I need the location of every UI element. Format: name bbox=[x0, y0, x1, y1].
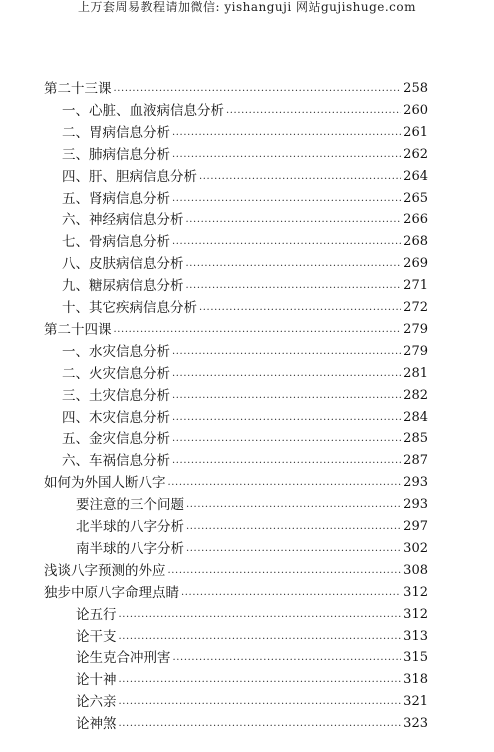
toc-entry-title: 二、胃病信息分析 bbox=[62, 124, 170, 141]
toc-entry-page: 282 bbox=[403, 387, 428, 403]
toc-entry bbox=[76, 624, 428, 646]
toc-dot-leader bbox=[119, 693, 402, 711]
toc-entry-title: 第二十四课 bbox=[44, 321, 112, 338]
toc-dot-leader bbox=[186, 211, 402, 229]
toc-entry-title: 如何为外国人断八字 bbox=[44, 475, 166, 492]
toc-entry bbox=[76, 689, 428, 711]
toc-entry-page: 302 bbox=[403, 540, 428, 556]
toc-entry bbox=[44, 558, 428, 580]
toc-entry-page: 265 bbox=[403, 190, 428, 206]
toc-entry bbox=[62, 251, 428, 273]
toc-entry-title: 六、神经病信息分析 bbox=[62, 212, 184, 229]
toc-entry-page: 308 bbox=[403, 562, 428, 578]
toc-entry bbox=[62, 207, 428, 229]
toc-entry-page: 281 bbox=[403, 365, 428, 381]
toc-dot-leader bbox=[186, 496, 401, 514]
toc-dot-leader bbox=[172, 387, 401, 405]
toc-entry-title: 南半球的八字分析 bbox=[76, 540, 184, 557]
watermark-header: 上万套周易教程请加微信: yishanguji 网站gujishuge.com bbox=[77, 0, 417, 14]
toc-entry bbox=[62, 273, 428, 295]
toc-entry-title: 三、土灾信息分析 bbox=[62, 387, 170, 404]
toc-entry-page: 315 bbox=[403, 650, 428, 666]
toc-entry bbox=[62, 361, 428, 383]
toc-dot-leader bbox=[172, 146, 401, 164]
toc-dot-leader bbox=[199, 168, 401, 186]
toc-entry-title: 八、皮肤病信息分析 bbox=[62, 256, 184, 273]
toc-dot-leader bbox=[199, 299, 401, 317]
toc-entry bbox=[62, 383, 428, 405]
toc-entry-title: 北半球的八字分析 bbox=[76, 519, 184, 535]
toc-entry bbox=[62, 405, 428, 427]
toc-entry bbox=[76, 711, 428, 733]
toc-entry-page: 285 bbox=[403, 431, 428, 447]
toc-entry-page: 293 bbox=[403, 475, 428, 491]
toc-entry bbox=[62, 98, 428, 120]
toc-entry-page: 266 bbox=[403, 212, 428, 228]
toc-entry bbox=[76, 492, 428, 514]
toc-entry-page: 313 bbox=[403, 628, 428, 644]
toc-entry-title: 要注意的三个问题 bbox=[76, 497, 184, 514]
toc-entry-page: 262 bbox=[403, 146, 428, 162]
toc-dot-leader bbox=[186, 277, 402, 295]
toc-entry-title: 论十神 bbox=[76, 672, 117, 689]
toc-entry bbox=[62, 142, 428, 164]
toc-entry-title: 论生克合冲刑害 bbox=[76, 650, 171, 667]
toc-entry-page: 269 bbox=[403, 256, 428, 272]
toc-entry-page: 318 bbox=[403, 672, 428, 688]
toc-dot-leader bbox=[172, 430, 401, 448]
toc-entry-page: 279 bbox=[403, 321, 428, 337]
toc-entry bbox=[62, 426, 428, 448]
toc-entry-title: 独步中原八字命理点睛 bbox=[44, 584, 179, 601]
toc-dot-leader bbox=[114, 80, 402, 98]
toc-entry-title: 二、火灾信息分析 bbox=[62, 365, 170, 382]
toc-dot-leader bbox=[226, 102, 401, 120]
toc-dot-leader bbox=[119, 671, 402, 689]
toc-entry bbox=[44, 470, 428, 492]
toc-entry-page: 312 bbox=[403, 584, 428, 600]
toc-dot-leader bbox=[119, 715, 402, 733]
table-of-contents bbox=[0, 76, 494, 736]
toc-entry-page: 287 bbox=[403, 453, 428, 469]
toc-entry bbox=[76, 645, 428, 667]
toc-entry bbox=[76, 602, 428, 624]
toc-entry-title: 第二十三课 bbox=[44, 81, 112, 97]
toc-entry-title: 七、骨病信息分析 bbox=[62, 234, 170, 251]
toc-entry bbox=[62, 339, 428, 361]
toc-dot-leader bbox=[186, 518, 401, 536]
toc-entry-page: 258 bbox=[403, 81, 428, 96]
toc-entry-title: 论五行 bbox=[76, 606, 117, 623]
toc-entry-page: 284 bbox=[403, 409, 428, 425]
toc-dot-leader bbox=[186, 255, 402, 273]
toc-entry-page: 272 bbox=[403, 300, 428, 315]
toc-dot-leader bbox=[172, 343, 401, 361]
toc-entry-title: 浅谈八字预测的外应 bbox=[44, 562, 166, 579]
toc-entry-title: 一、水灾信息分析 bbox=[62, 343, 170, 360]
toc-entry-page: 321 bbox=[403, 694, 428, 710]
toc-entry-title: 论干支 bbox=[76, 628, 117, 645]
toc-dot-leader bbox=[119, 606, 402, 624]
toc-dot-leader bbox=[172, 233, 401, 251]
toc-entry bbox=[76, 667, 428, 689]
toc-dot-leader bbox=[172, 124, 401, 142]
toc-entry-page: 260 bbox=[403, 102, 428, 118]
toc-dot-leader bbox=[168, 562, 402, 580]
toc-entry-page: 293 bbox=[403, 497, 428, 513]
toc-entry-title: 三、肺病信息分析 bbox=[62, 146, 170, 163]
toc-dot-leader bbox=[181, 584, 401, 602]
toc-entry-title: 九、糖尿病信息分析 bbox=[62, 278, 184, 295]
toc-entry-page: 271 bbox=[403, 278, 428, 294]
toc-entry-page: 268 bbox=[403, 234, 428, 250]
toc-dot-leader bbox=[114, 321, 402, 339]
toc-dot-leader bbox=[172, 409, 401, 427]
toc-entry bbox=[62, 164, 428, 186]
toc-entry bbox=[76, 514, 428, 536]
toc-entry-page: 297 bbox=[403, 519, 428, 534]
toc-entry bbox=[44, 317, 428, 339]
toc-entry-title: 论神煞 bbox=[76, 716, 117, 733]
toc-entry-page: 261 bbox=[403, 124, 428, 140]
toc-entry-page: 264 bbox=[403, 168, 428, 184]
toc-dot-leader bbox=[172, 190, 401, 208]
toc-dot-leader bbox=[168, 474, 402, 492]
toc-dot-leader bbox=[172, 365, 401, 383]
toc-entry bbox=[62, 295, 428, 317]
toc-entry bbox=[62, 186, 428, 208]
toc-entry-title: 论六亲 bbox=[76, 694, 117, 711]
toc-entry-title: 五、肾病信息分析 bbox=[62, 190, 170, 207]
toc-entry bbox=[76, 536, 428, 558]
toc-dot-leader bbox=[172, 452, 401, 470]
toc-entry-title: 一、心脏、血液病信息分析 bbox=[62, 102, 224, 119]
toc-entry bbox=[62, 120, 428, 142]
toc-entry-page: 279 bbox=[403, 343, 428, 359]
toc-dot-leader bbox=[173, 649, 402, 667]
toc-entry-title: 四、肝、胆病信息分析 bbox=[62, 168, 197, 185]
toc-entry bbox=[44, 580, 428, 602]
toc-entry bbox=[62, 448, 428, 470]
toc-entry-title: 五、金灾信息分析 bbox=[62, 431, 170, 448]
toc-entry-title: 四、木灾信息分析 bbox=[62, 409, 170, 426]
toc-entry-title: 六、车祸信息分析 bbox=[62, 453, 170, 470]
toc-entry-title: 十、其它疾病信息分析 bbox=[62, 300, 197, 316]
toc-entry bbox=[44, 76, 428, 98]
toc-entry bbox=[62, 229, 428, 251]
toc-entry-page: 312 bbox=[403, 606, 428, 622]
toc-dot-leader bbox=[119, 628, 402, 646]
toc-dot-leader bbox=[186, 540, 401, 558]
toc-entry-page: 323 bbox=[403, 716, 428, 732]
